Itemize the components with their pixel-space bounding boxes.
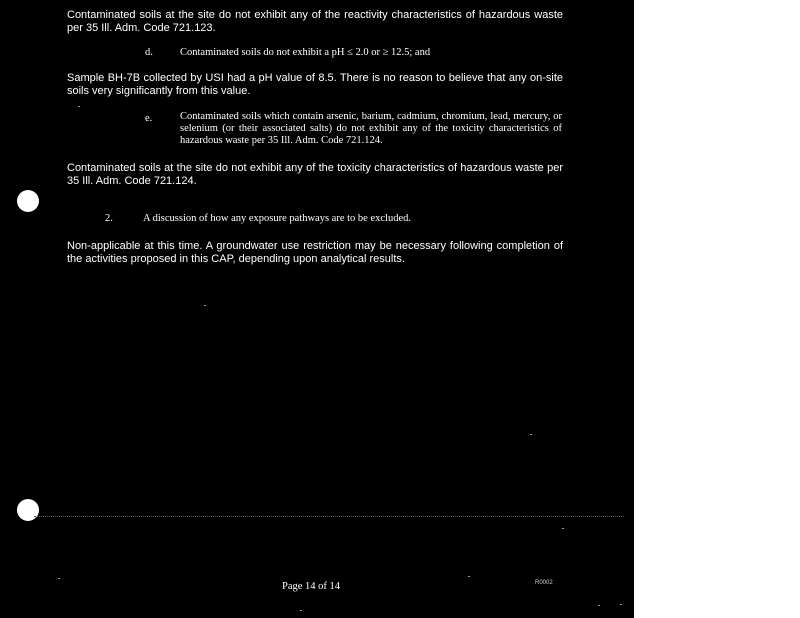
- item-2-marker: 2.: [105, 213, 113, 224]
- item-e-text: Contaminated soils which contain arsenic, barium, cadmium, chromium, lead, mercury, or selenium (or their associated salts) do not exhibit any of the toxicity characteristics of hazardous waste per 35 Ill. Adm. Code 721.124.: [180, 111, 562, 146]
- scan-artifact-line: [34, 516, 624, 517]
- paragraph-reactivity: Contaminated soils at the site do not exhibit any of the reactivity characteristics of hazardous waste per 35 Ill. Adm. Code 721.123.: [67, 9, 563, 34]
- scan-speck: [300, 610, 302, 611]
- scan-speck: [530, 434, 532, 435]
- item-d-text: Contaminated soils do not exhibit a pH ≤ 2.0 or ≥ 12.5; and: [180, 47, 431, 58]
- page-number-footer: Page 14 of 14: [282, 581, 341, 592]
- scan-speck: [562, 528, 564, 529]
- item-d-marker: d.: [145, 47, 153, 58]
- scan-speck: [78, 106, 80, 107]
- paragraph-non-applicable: Non-applicable at this time. A groundwater use restriction may be necessary following completion of the activities proposed in this CAP, depending upon analytical results.: [67, 240, 563, 265]
- scan-speck: [598, 605, 600, 606]
- item-2-text: A discussion of how any exposure pathways are to be excluded.: [143, 213, 411, 224]
- item-e-marker: e.: [145, 113, 153, 124]
- punch-hole-icon: [17, 190, 39, 212]
- punch-hole-icon: [17, 499, 39, 521]
- scan-speck: [58, 578, 60, 579]
- paragraph-ph-sample: Sample BH-7B collected by USI had a pH value of 8.5. There is no reason to believe that any on-site soils very significantly from this value.: [67, 72, 563, 97]
- scan-speck: [620, 604, 622, 605]
- scan-speck: [204, 305, 206, 306]
- document-stamp: R0002: [535, 580, 553, 586]
- paragraph-toxicity: Contaminated soils at the site do not exhibit any of the toxicity characteristics of hazardous waste per 35 Ill. Adm. Code 721.124.: [67, 162, 563, 187]
- scan-speck: [468, 576, 470, 577]
